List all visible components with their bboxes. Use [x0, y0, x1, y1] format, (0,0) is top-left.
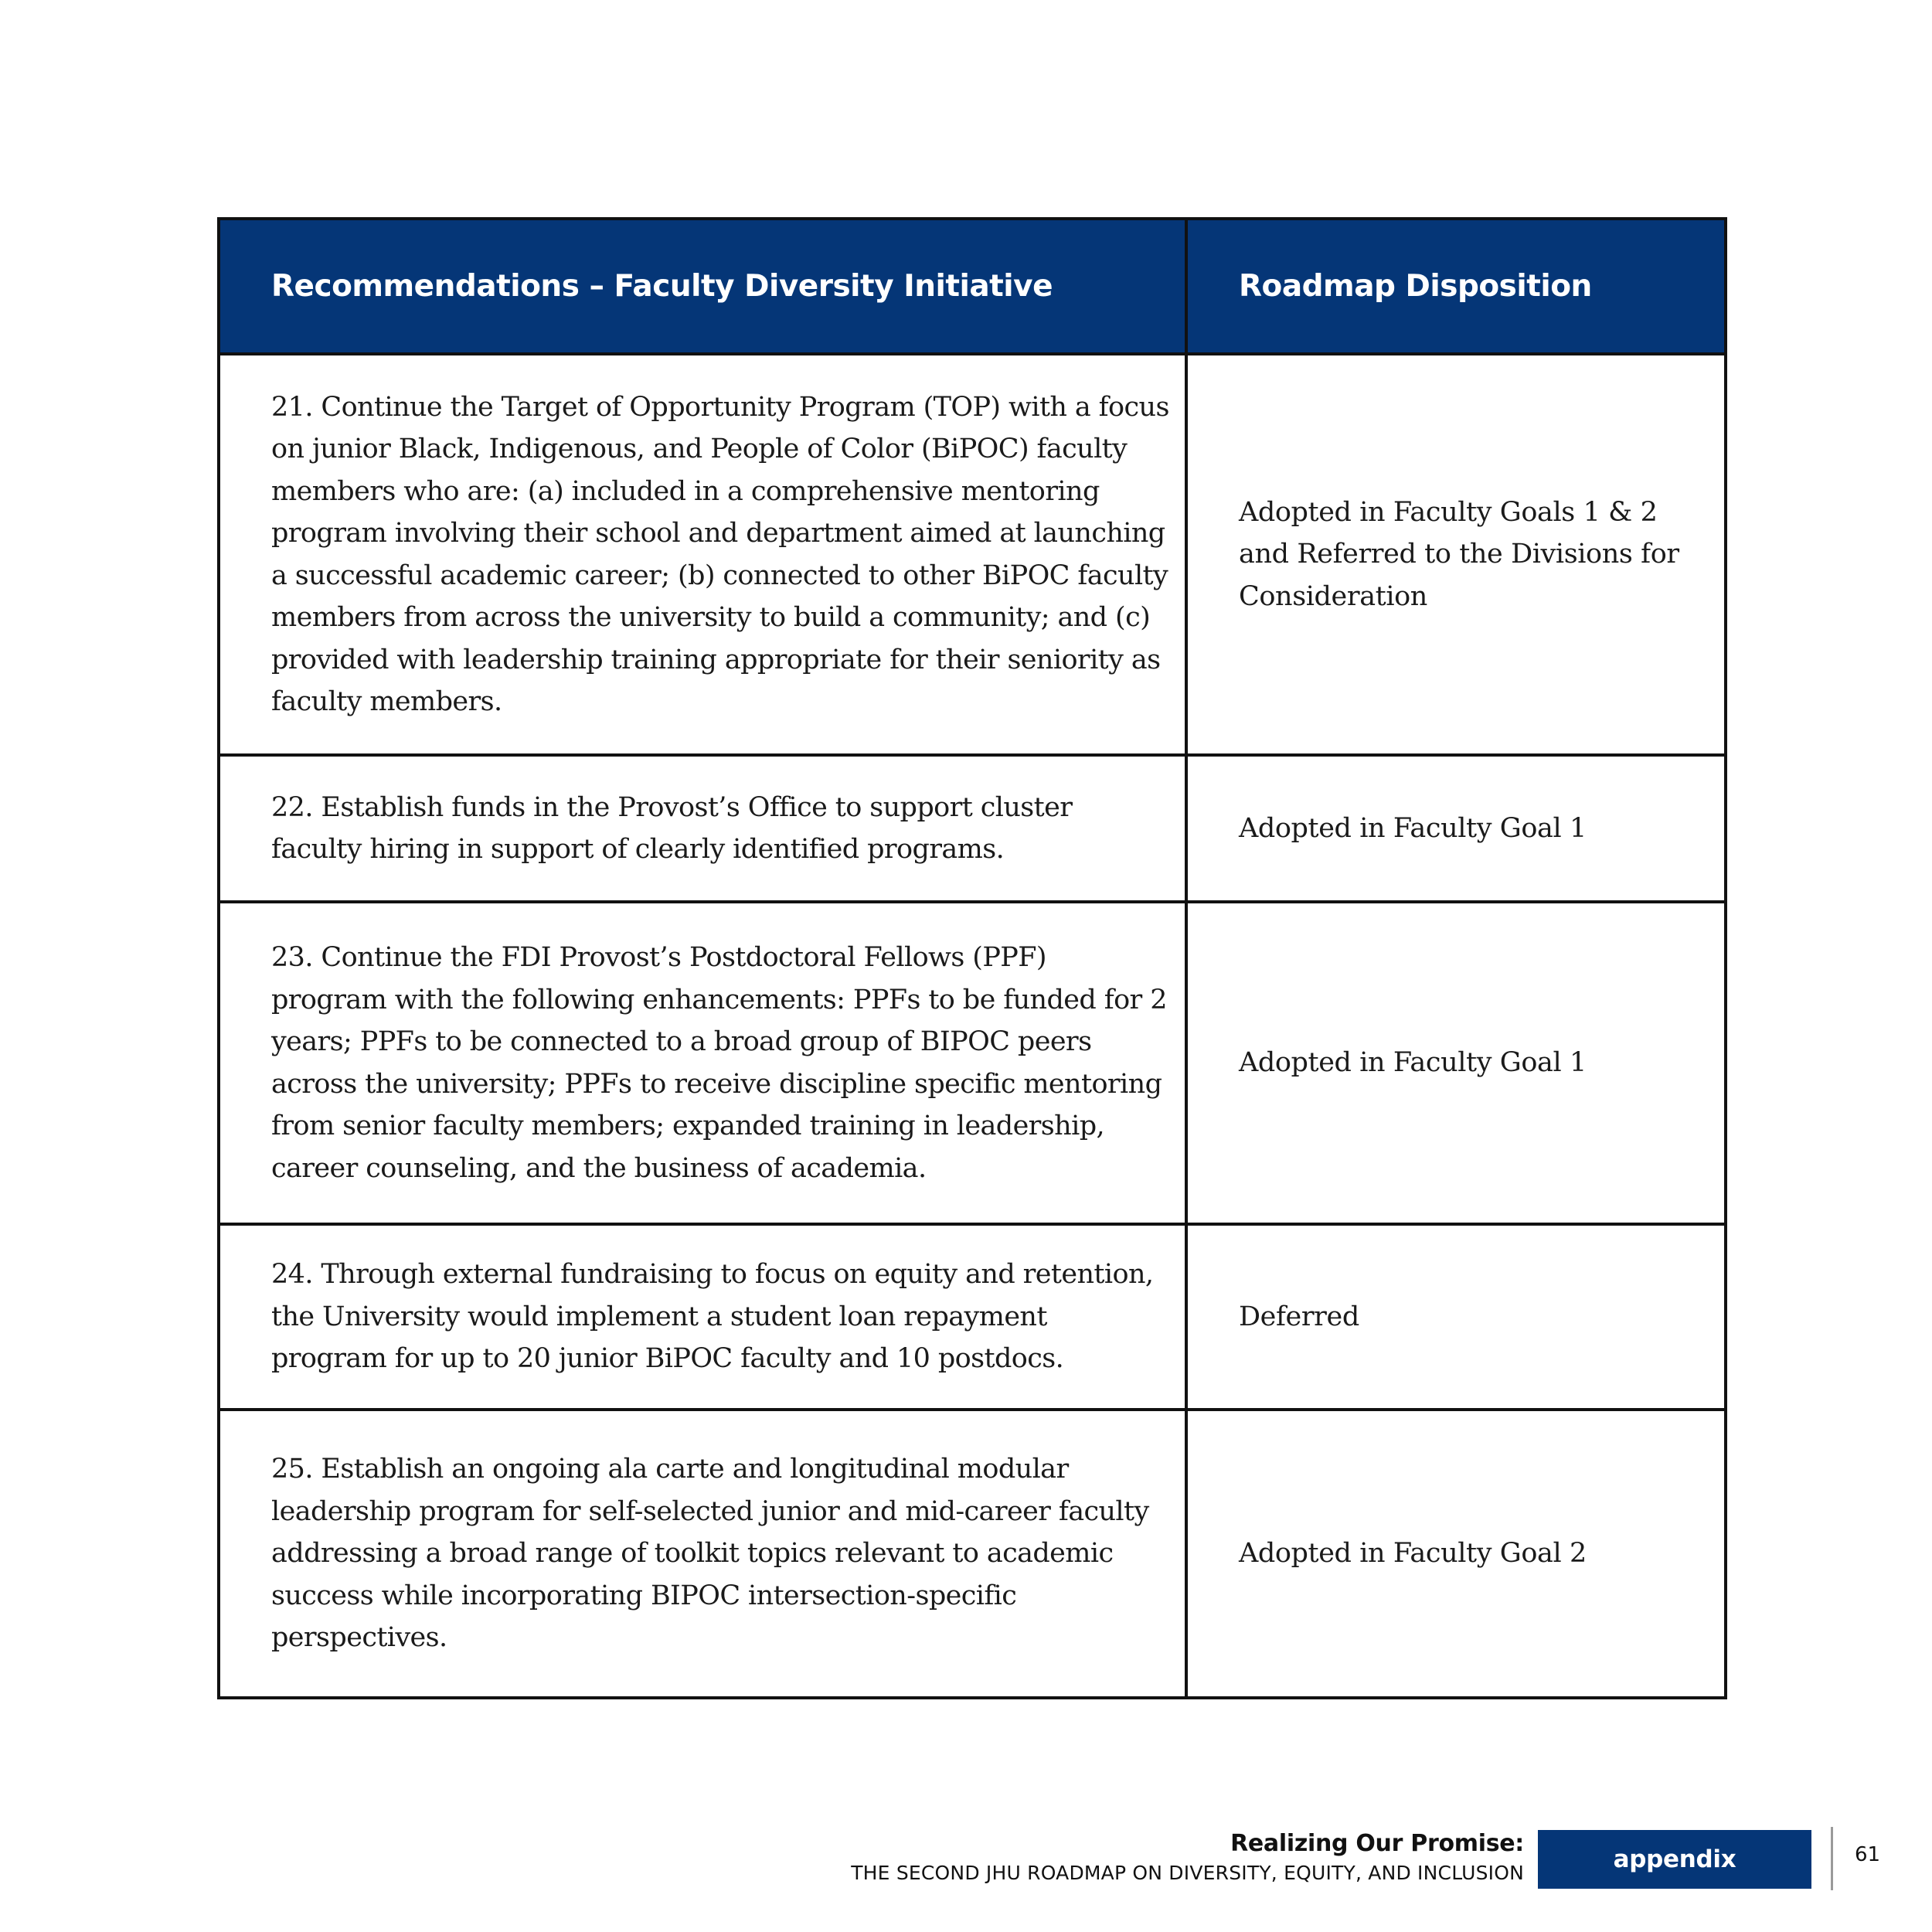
- recommendation-cell: 24. Through external fundraising to focus on equity and retention, the University would implement a student loan repayment program for up to 20 junior BiPOC faculty and 10 postdocs.: [219, 1224, 1186, 1410]
- recommendation-cell: 25. Establish an ongoing ala carte and longitudinal modular leadership program for self-selected junior and mid-career faculty addressing a broad range of toolkit topics relevant to academic success while incorporating BIPOC intersection-specific perspectives.: [219, 1410, 1186, 1698]
- section-tab-appendix: [1538, 1830, 1811, 1889]
- table-row: [219, 755, 1726, 902]
- section-tab-label: appendix: [1613, 1845, 1736, 1873]
- disposition-cell: Adopted in Faculty Goal 2: [1186, 1410, 1726, 1698]
- footer-divider: [1831, 1827, 1833, 1890]
- table-header-row: [219, 219, 1726, 354]
- table-row: [219, 354, 1726, 755]
- recommendations-table: [217, 217, 1727, 1699]
- table-row: [219, 1224, 1726, 1410]
- disposition-cell: Adopted in Faculty Goal 1: [1186, 902, 1726, 1224]
- disposition-cell: Adopted in Faculty Goal 1: [1186, 755, 1726, 902]
- disposition-cell: Adopted in Faculty Goals 1 & 2 and Referred to the Divisions for Consideration: [1186, 354, 1726, 755]
- disposition-column-header: Roadmap Disposition: [1186, 219, 1726, 354]
- table-row: [219, 902, 1726, 1224]
- recommendation-cell: 21. Continue the Target of Opportunity Program (TOP) with a focus on junior Black, Indigenous, and People of Color (BiPOC) faculty members who are: (a) included in a comprehensive mentoring program involving their school and department aimed at launching a successful academic career; (b) connected to other BiPOC faculty members from across the university to build a community; and (c) provided with leadership training appropriate for their seniority as faculty members.: [219, 354, 1186, 755]
- recommendation-cell: 22. Establish funds in the Provost’s Office to support cluster faculty hiring in support of clearly identified programs.: [219, 755, 1186, 902]
- recommendation-cell: 23. Continue the FDI Provost’s Postdoctoral Fellows (PPF) program with the following enhancements: PPFs to be funded for 2 years; PPFs to be connected to a broad group of BIPOC peers across the university; PPFs to receive discipline specific mentoring from senior faculty members; expanded training in leadership, career counseling, and the business of academia.: [219, 902, 1186, 1224]
- recommendations-column-header: Recommendations – Faculty Diversity Initiative: [219, 219, 1186, 354]
- footer-publication-title: Realizing Our Promise:: [1230, 1830, 1524, 1857]
- disposition-cell: Deferred: [1186, 1224, 1726, 1410]
- table-row: [219, 1410, 1726, 1698]
- footer-publication-subtitle: THE SECOND JHU ROADMAP ON DIVERSITY, EQUITY, AND INCLUSION: [851, 1862, 1524, 1884]
- page-number: 61: [1855, 1843, 1881, 1866]
- recommendations-table-container: [217, 217, 1724, 1699]
